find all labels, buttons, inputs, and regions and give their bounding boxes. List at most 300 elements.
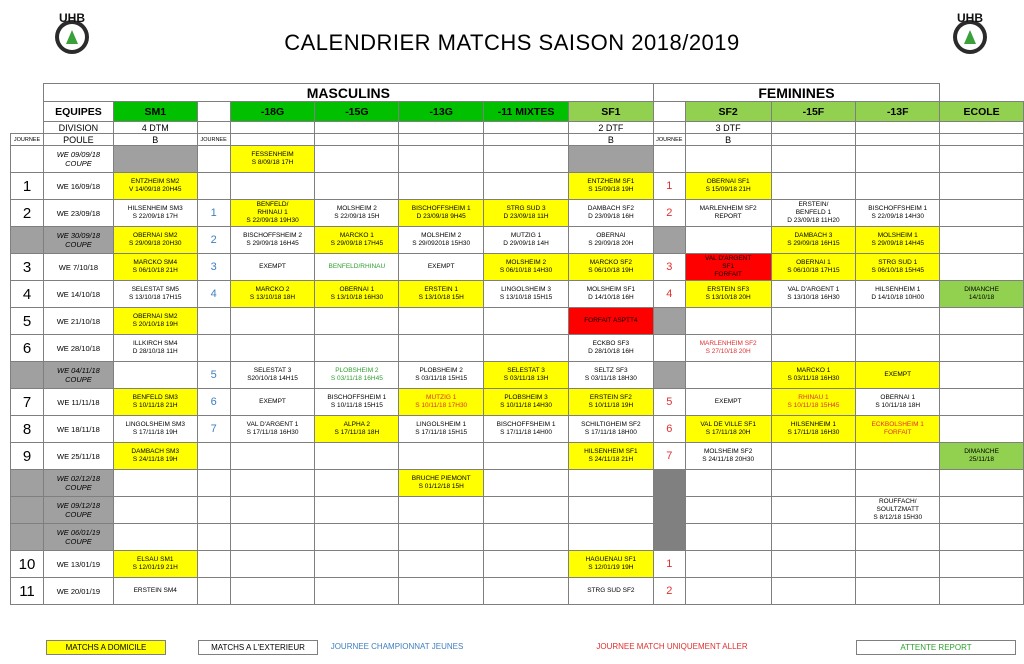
match-cell — [771, 308, 856, 335]
match-cell — [685, 281, 771, 308]
match-cell — [113, 281, 197, 308]
match-cell — [856, 362, 940, 389]
calendar-table — [10, 83, 1024, 605]
match-line: SELTZ SF3 — [594, 367, 628, 374]
journee-jeunes: 4 — [197, 281, 230, 308]
match-line: HILSENHEIM 1 — [875, 286, 921, 293]
match-line: S 10/11/18 18H — [875, 402, 921, 409]
match-line: REPORT — [714, 213, 742, 220]
table-row — [11, 200, 1024, 227]
match-line: S 13/10/18 15H — [418, 294, 464, 301]
cat-u11: -11 MIXTES — [484, 102, 569, 122]
division-row — [11, 122, 1024, 134]
match-line: BENFELD SM3 — [132, 394, 178, 401]
match-line: S20/10/18 14H15 — [247, 375, 298, 382]
match-line: MOLSHEIM 2 — [421, 232, 462, 239]
match-line: S 03/11/18 16H30 — [787, 375, 840, 382]
match-line: D 23/09/18 9H45 — [416, 213, 466, 220]
weekend-line: WE 11/11/18 — [57, 397, 100, 407]
match-cell — [940, 497, 1024, 524]
match-line: S 24/11/18 19H — [132, 456, 178, 463]
match-cell — [856, 200, 940, 227]
match-line: ENTZHEIM SM2 — [131, 178, 180, 185]
match-line: S 06/10/18 15H45 — [871, 267, 924, 274]
match-cell — [771, 443, 856, 470]
match-cell — [685, 389, 771, 416]
match-cell — [484, 254, 569, 281]
match-cell — [230, 578, 315, 605]
poule-sf2: B — [685, 134, 771, 146]
journee-jeunes — [197, 524, 230, 551]
match-line: ECKBOLSHEIM 1 — [871, 421, 924, 428]
match-cell — [940, 524, 1024, 551]
cat-u15f: -15F — [771, 102, 856, 122]
match-cell — [399, 227, 484, 254]
match-cell — [856, 470, 940, 497]
weekend-cell — [43, 578, 113, 605]
weekend-cell — [43, 443, 113, 470]
match-cell — [113, 146, 197, 173]
match-cell — [685, 200, 771, 227]
poule-sf1: B — [568, 134, 653, 146]
match-cell — [113, 578, 197, 605]
match-line: S 10/11/18 17H30 — [415, 402, 468, 409]
match-cell — [568, 497, 653, 524]
weekend-line: WE 7/10/18 — [58, 262, 98, 272]
match-cell — [771, 416, 856, 443]
table-row — [11, 389, 1024, 416]
match-line: FESSENHEIM — [251, 151, 294, 158]
match-cell — [685, 227, 771, 254]
match-line: EXEMPT — [259, 263, 286, 270]
match-line: VAL DE VILLE SF1 — [700, 421, 756, 428]
match-line: S 03/11/18 15H15 — [415, 375, 468, 382]
match-cell — [315, 443, 399, 470]
match-line: EXEMPT — [884, 371, 912, 378]
section-feminines: FEMININES — [653, 84, 939, 102]
match-line: S 17/11/18 15H15 — [415, 429, 468, 436]
match-line: VAL D'ARGENT 1 — [787, 286, 840, 293]
match-line: DAMBACH 3 — [794, 232, 833, 239]
journee-feminines — [653, 497, 685, 524]
match-cell — [315, 281, 399, 308]
weekend-line: WE 04/11/18 — [57, 366, 100, 375]
weekend-line: WE 06/01/19 — [56, 528, 101, 537]
journee-feminines — [653, 227, 685, 254]
match-cell — [113, 173, 197, 200]
journee-feminines — [653, 335, 685, 362]
match-line: ERSTEIN SF2 — [589, 394, 632, 401]
match-cell — [856, 227, 940, 254]
weekend-cell — [43, 227, 113, 254]
match-cell — [399, 389, 484, 416]
match-cell — [399, 200, 484, 227]
match-cell — [230, 524, 315, 551]
match-cell — [940, 281, 1024, 308]
journee-number — [11, 497, 44, 524]
match-line: SELESTAT 3 — [253, 367, 292, 374]
match-cell — [940, 200, 1024, 227]
match-cell — [484, 146, 569, 173]
match-line: MOLSHEIM 2 — [336, 205, 377, 212]
journee-feminines: 7 — [653, 443, 685, 470]
match-line: S 17/11/18 18H — [334, 429, 380, 436]
weekend-line: WE 09/12/18 — [56, 501, 101, 510]
table-row — [11, 254, 1024, 281]
match-cell — [685, 470, 771, 497]
match-line: DAMBACH SF2 — [587, 205, 634, 212]
match-cell — [568, 254, 653, 281]
match-cell — [399, 362, 484, 389]
match-cell — [856, 173, 940, 200]
match-line: FORFAIT — [884, 429, 912, 436]
cat-sm1: SM1 — [113, 102, 197, 122]
match-cell — [399, 578, 484, 605]
match-line: HILSENHEIM 1 — [790, 421, 836, 428]
weekend-line: COUPE — [65, 537, 92, 546]
match-cell — [230, 200, 315, 227]
match-cell — [568, 524, 653, 551]
match-cell — [113, 389, 197, 416]
weekend-cell — [43, 254, 113, 281]
match-cell — [568, 443, 653, 470]
match-cell — [685, 173, 771, 200]
legend-jeunes: JOURNEE CHAMPIONNAT JEUNES — [330, 642, 464, 651]
match-line: OBERNAI SM2 — [133, 232, 178, 239]
match-cell — [484, 173, 569, 200]
match-cell — [484, 200, 569, 227]
match-line: S 15/09/18 21H — [705, 186, 751, 193]
match-cell — [484, 281, 569, 308]
division-sf2: 3 DTF — [685, 122, 771, 134]
match-cell — [568, 308, 653, 335]
match-line: D 14/10/18 10H00 — [871, 294, 925, 301]
match-line: SF1 — [722, 263, 735, 270]
match-line: PLOBSHEIM 2 — [335, 367, 379, 374]
match-cell — [771, 173, 856, 200]
table-row — [11, 227, 1024, 254]
match-cell — [315, 308, 399, 335]
table-row — [11, 173, 1024, 200]
journee-label-m: JOURNEE — [197, 134, 230, 146]
match-line: S 13/10/18 16H30 — [787, 294, 840, 301]
match-line: OBERNAI 1 — [880, 394, 916, 401]
match-line: EXEMPT — [427, 263, 455, 270]
match-cell — [568, 200, 653, 227]
match-line: BISCHOFFSHEIM 1 — [496, 421, 556, 428]
match-line: S 12/01/19 19H — [588, 564, 634, 571]
match-cell — [940, 362, 1024, 389]
legend-report: ATTENTE REPORT — [856, 640, 1016, 655]
journee-jeunes — [197, 173, 230, 200]
match-line: S 06/10/18 14H30 — [499, 267, 553, 274]
weekend-line: WE 14/10/18 — [56, 289, 101, 299]
match-cell — [856, 308, 940, 335]
match-line: OBERNAI 1 — [339, 286, 375, 293]
cat-u15g: -15G — [315, 102, 399, 122]
match-line: D 23/09/18 11H20 — [787, 217, 840, 224]
match-cell — [113, 200, 197, 227]
weekend-line: WE 25/11/18 — [57, 451, 100, 461]
journee-jeunes — [197, 470, 230, 497]
weekend-line: WE 09/09/18 — [56, 150, 101, 159]
match-cell — [399, 308, 484, 335]
match-line: LINGOLSHEIM 1 — [416, 421, 467, 428]
match-cell — [399, 254, 484, 281]
poule-label: POULE — [43, 134, 113, 146]
table-row — [11, 146, 1024, 173]
match-line: S 24/11/18 21H — [588, 456, 634, 463]
weekend-cell — [43, 497, 113, 524]
match-line: S 29/09/18 20H — [588, 240, 634, 247]
match-cell — [856, 443, 940, 470]
match-line: MARLENHEIM SF2 — [699, 340, 757, 347]
match-cell — [230, 497, 315, 524]
match-cell — [940, 578, 1024, 605]
journee-number — [11, 470, 44, 497]
division-sm1: 4 DTM — [113, 122, 197, 134]
match-line: PLOBSHEIM 3 — [504, 394, 548, 401]
match-cell — [113, 308, 197, 335]
match-cell — [484, 470, 569, 497]
journee-number: 9 — [11, 443, 44, 470]
match-line: HILSENHEIM SF1 — [584, 448, 638, 455]
page-title: CALENDRIER MATCHS SAISON 2018/2019 — [284, 30, 740, 55]
match-cell — [568, 362, 653, 389]
section-masculins: MASCULINS — [43, 84, 653, 102]
weekend-line: COUPE — [65, 510, 92, 519]
match-cell — [940, 335, 1024, 362]
match-line: S 29/09/18 20H30 — [129, 240, 182, 247]
match-cell — [315, 416, 399, 443]
match-cell — [856, 281, 940, 308]
match-cell — [315, 497, 399, 524]
match-line: S 22/09/18 17H — [132, 213, 178, 220]
equipes-label: EQUIPES — [43, 102, 113, 122]
match-cell — [940, 389, 1024, 416]
poule-row — [11, 134, 1024, 146]
match-line: D 23/09/18 16H — [588, 213, 634, 220]
match-cell — [856, 254, 940, 281]
match-line: S 17/11/18 16H30 — [246, 429, 299, 436]
poule-sm1: B — [113, 134, 197, 146]
match-line: ECKBO SF3 — [592, 340, 630, 347]
weekend-line: WE 28/10/18 — [56, 343, 101, 353]
match-line: 25/11/18 — [969, 456, 994, 463]
journee-feminines: 1 — [653, 173, 685, 200]
legend-domicile: MATCHS A DOMICILE — [46, 640, 166, 655]
match-cell — [940, 254, 1024, 281]
match-line: S 12/01/19 21H — [132, 564, 178, 571]
match-line: ROUFFACH/ — [878, 498, 917, 505]
match-line: OBERNAI SF1 — [706, 178, 750, 185]
journee-feminines — [653, 146, 685, 173]
match-cell — [113, 227, 197, 254]
match-line: MOLSHEIM 1 — [877, 232, 918, 239]
match-cell — [315, 173, 399, 200]
logo-lettering: UHB — [59, 11, 85, 25]
match-line: MARCKO 1 — [796, 367, 831, 374]
journee-number: 4 — [11, 281, 44, 308]
match-cell — [568, 146, 653, 173]
journee-jeunes — [197, 146, 230, 173]
journee-jeunes: 5 — [197, 362, 230, 389]
journee-jeunes — [197, 443, 230, 470]
match-line: MOLSHEIM 2 — [506, 259, 547, 266]
match-line: S 03/11/18 16H45 — [330, 375, 383, 382]
match-cell — [856, 578, 940, 605]
match-line: ERSTEIN SF3 — [707, 286, 750, 293]
match-line: LINGOLSHEIM 3 — [501, 286, 551, 293]
match-cell — [484, 389, 569, 416]
journee-number — [11, 362, 44, 389]
match-cell — [315, 146, 399, 173]
weekend-cell — [43, 281, 113, 308]
match-cell — [771, 497, 856, 524]
match-line: S 17/11/18 19H — [132, 429, 178, 436]
match-line: MARCKO SM4 — [133, 259, 178, 266]
match-cell — [315, 227, 399, 254]
match-cell — [771, 389, 856, 416]
match-line: S 27/10/18 20H — [705, 348, 751, 355]
match-cell — [685, 443, 771, 470]
match-cell — [484, 416, 569, 443]
journee-jeunes — [197, 308, 230, 335]
match-line: MARLENHEIM SF2 — [699, 205, 757, 212]
journee-number — [11, 227, 44, 254]
match-cell — [685, 146, 771, 173]
match-line: BISCHOFFSHEIM 1 — [868, 205, 928, 212]
match-cell — [568, 173, 653, 200]
weekend-line: WE 23/09/18 — [56, 208, 101, 218]
weekend-cell — [43, 551, 113, 578]
weekend-cell — [43, 524, 113, 551]
journee-number: 6 — [11, 335, 44, 362]
table-row — [11, 362, 1024, 389]
journee-feminines: 4 — [653, 281, 685, 308]
cat-sf2: SF2 — [685, 102, 771, 122]
match-cell — [484, 578, 569, 605]
match-cell — [685, 524, 771, 551]
match-cell — [484, 335, 569, 362]
match-cell — [230, 173, 315, 200]
cat-u13g: -13G — [399, 102, 484, 122]
match-line: S 22/09/18 19H30 — [246, 217, 299, 224]
match-cell — [771, 551, 856, 578]
match-line: OBERNAI SM2 — [133, 313, 178, 320]
weekend-cell — [43, 470, 113, 497]
match-line: V 14/09/18 20H45 — [129, 186, 182, 193]
cat-sf1: SF1 — [568, 102, 653, 122]
match-line: S 13/10/18 18H — [249, 294, 296, 301]
weekend-line: WE 20/01/19 — [56, 586, 101, 596]
match-cell — [315, 335, 399, 362]
journee-number: 1 — [11, 173, 44, 200]
section-row — [11, 84, 1024, 102]
match-cell — [484, 227, 569, 254]
match-cell — [315, 362, 399, 389]
match-line: S 15/09/18 19H — [588, 186, 634, 193]
match-line: S 13/10/18 17H15 — [129, 294, 182, 301]
match-cell — [856, 146, 940, 173]
match-cell — [484, 497, 569, 524]
match-cell — [685, 578, 771, 605]
match-cell — [113, 362, 197, 389]
match-line: DIMANCHE — [964, 286, 999, 293]
match-cell — [856, 524, 940, 551]
journee-jeunes: 2 — [197, 227, 230, 254]
journee-feminines — [653, 308, 685, 335]
match-cell — [113, 416, 197, 443]
match-cell — [230, 281, 315, 308]
match-line: S 06/10/18 19H — [588, 267, 634, 274]
match-line: SELESTAT 3 — [507, 367, 545, 374]
journee-number: 5 — [11, 308, 44, 335]
match-line: SCHILTIGHEIM SF2 — [581, 421, 641, 428]
match-cell — [568, 551, 653, 578]
match-cell — [315, 254, 399, 281]
journee-number: 11 — [11, 578, 44, 605]
match-line: RHINAU 1 — [257, 209, 288, 216]
weekend-line: COUPE — [65, 240, 92, 249]
match-cell — [771, 470, 856, 497]
match-cell — [940, 227, 1024, 254]
match-line: BRUCHE PIEMONT — [411, 475, 471, 482]
match-line: BISCHOFFSHEIM 1 — [411, 205, 471, 212]
journee-number: 10 — [11, 551, 44, 578]
weekend-line: COUPE — [65, 159, 92, 168]
logo-lettering: UHB — [957, 11, 983, 25]
journee-label: JOURNEE — [11, 134, 44, 146]
match-line: S 29/09/18 14H45 — [871, 240, 924, 247]
match-cell — [940, 173, 1024, 200]
match-cell — [771, 281, 856, 308]
match-line: FORFAIT — [714, 271, 742, 278]
match-line: LINGOLSHEIM SM3 — [125, 421, 186, 428]
match-line: S 13/10/18 15H15 — [499, 294, 553, 301]
match-line: MARCKO SF2 — [589, 259, 633, 266]
match-line: MARCKO 2 — [255, 286, 290, 293]
match-cell — [568, 416, 653, 443]
match-cell — [399, 497, 484, 524]
weekend-line: WE 18/11/18 — [57, 424, 100, 434]
match-cell — [399, 335, 484, 362]
match-cell — [685, 497, 771, 524]
match-cell — [856, 497, 940, 524]
journee-number — [11, 524, 44, 551]
journee-feminines: 6 — [653, 416, 685, 443]
weekend-line: WE 30/09/18 — [56, 231, 101, 240]
match-cell — [315, 524, 399, 551]
match-cell — [230, 443, 315, 470]
match-cell — [484, 308, 569, 335]
match-cell — [771, 524, 856, 551]
match-line: S 22/09/18 15H — [334, 213, 380, 220]
match-cell — [856, 335, 940, 362]
match-line: S 10/11/18 15H45 — [787, 402, 840, 409]
match-line: MOLSHEIM SF1 — [586, 286, 636, 293]
match-cell — [399, 470, 484, 497]
journee-feminines — [653, 524, 685, 551]
match-cell — [315, 200, 399, 227]
match-cell — [113, 524, 197, 551]
match-cell — [771, 227, 856, 254]
match-cell — [399, 146, 484, 173]
match-line: HILSENHEIM SM3 — [127, 205, 183, 212]
journee-jeunes: 1 — [197, 200, 230, 227]
match-cell — [685, 416, 771, 443]
match-cell — [940, 146, 1024, 173]
